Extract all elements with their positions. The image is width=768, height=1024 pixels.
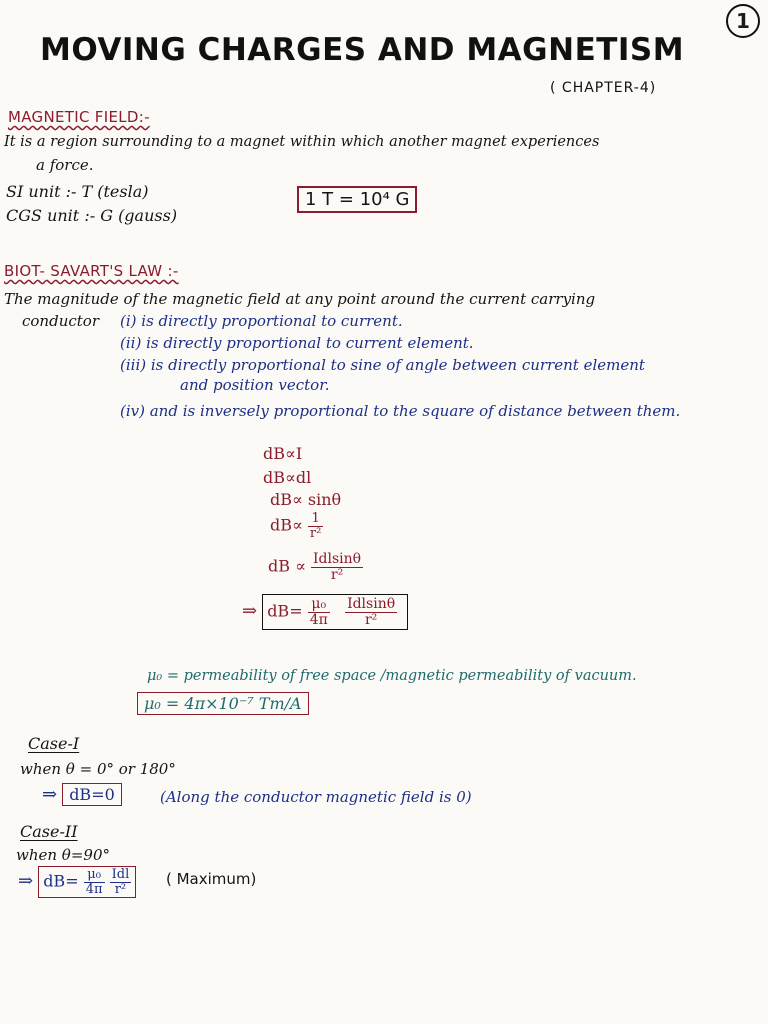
biot-savart-intro-line1: The magnitude of the magnetic field at any point around the current carrying [4,290,596,308]
magnetic-field-heading: MAGNETIC FIELD:- [8,108,150,126]
fraction-denominator: r² [364,611,378,628]
magnetic-field-definition-line1: It is a region surrounding to a magnet within which another magnet experiences [4,134,600,150]
biot-savart-formula-box [262,594,408,630]
implies-arrow: ⇒ [42,784,58,805]
relation-distance-prefix: dB∝ [270,515,303,535]
formula-prefix: dB= [43,871,79,891]
chapter-label: ( CHAPTER-4) [550,80,657,96]
fraction-numerator: μ₀ [84,868,105,883]
implies-arrow: ⇒ [18,870,34,892]
permeability-value: μ₀ = 4π×10⁻⁷ Tm/A [137,692,309,715]
fraction-numerator: Idl [111,867,130,882]
constant-fraction [308,597,330,627]
case2-heading: Case-II [20,822,78,841]
case1-result-box: dB=0 [62,783,122,806]
relation-current: dB∝I [263,444,303,463]
fraction-numerator: Idlsinθ [347,596,396,612]
magnetic-field-definition-line2: a force. [36,156,94,174]
fraction-denominator: r² [330,566,344,583]
case2-condition: when θ=90° [16,846,110,864]
page-title: MOVING CHARGES AND MAGNETISM [40,32,685,68]
tesla-gauss-conversion: 1 T = 10⁴ G [297,186,417,213]
case2-result-box [38,866,136,898]
fraction-numerator: μ₀ [308,597,330,613]
biot-savart-intro-line2: conductor [22,312,99,330]
formula-prefix: dB= [267,601,303,621]
case1-heading: Case-I [28,734,80,753]
relation-combined [268,552,363,582]
biot-savart-heading: BIOT- SAVART'S LAW :- [4,262,179,280]
constant-fraction [84,868,105,896]
biot-savart-formula [242,594,408,630]
case1-note: (Along the conductor magnetic field is 0) [160,788,472,806]
fraction-denominator: r² [114,881,127,897]
cgs-unit: CGS unit :- G (gauss) [6,206,178,225]
relation-distance [270,512,323,540]
formula-fraction [345,597,397,627]
implies-arrow: ⇒ [242,600,258,622]
case1-result-row [42,784,122,805]
page-number: 1 [726,4,760,38]
biot-savart-point2: (ii) is directly proportional to current element. [120,334,474,352]
fraction-denominator: 4π [85,881,103,897]
biot-savart-point4: (iv) and is inversely proportional to the square of distance between them. [120,402,681,420]
biot-savart-point3-line2: and position vector. [180,376,330,394]
formula-fraction [110,868,132,896]
relation-combined-prefix: dB ∝ [268,556,306,576]
case2-note: ( Maximum) [166,870,257,888]
case1-condition: when θ = 0° or 180° [20,760,176,778]
biot-savart-point3-line1: (iii) is directly proportional to sine of angle between current element [120,356,645,374]
fraction-denominator: r² [309,525,322,541]
case2-result-row [18,866,136,898]
permeability-definition: μ₀ = permeability of free space /magnetic permeability of vacuum. [147,668,637,684]
relation-distance-fraction [308,512,323,540]
relation-combined-fraction [311,552,363,582]
fraction-numerator: 1 [308,512,323,527]
relation-sine: dB∝ sinθ [270,490,342,509]
fraction-denominator: 4π [309,611,328,628]
biot-savart-point1: (i) is directly proportional to current. [120,312,403,330]
fraction-numerator: Idlsinθ [313,551,362,567]
relation-element: dB∝dl [263,468,312,487]
si-unit: SI unit :- T (tesla) [6,182,149,201]
